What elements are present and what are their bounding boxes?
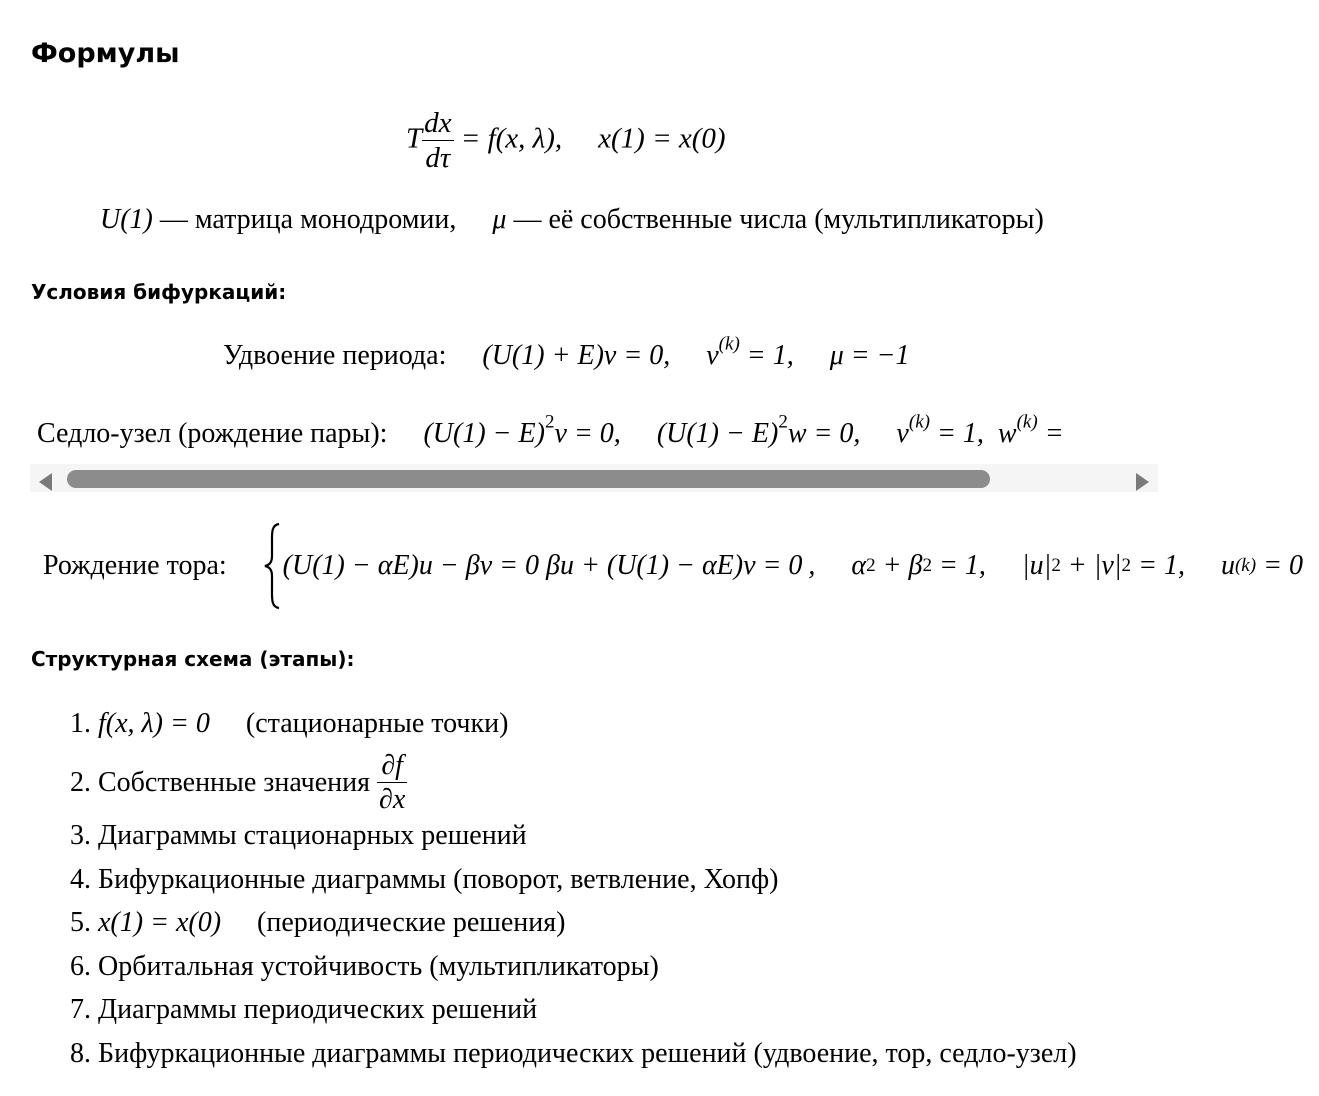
period-doubling-label: Удвоение периода: [223,340,447,371]
left-brace-icon [263,522,281,610]
step-1-math: f(x, λ) = 0 [98,708,210,739]
torus-label: Рождение тора: [43,550,227,581]
sn-p1: (U(1) − E) [423,418,545,449]
step-7: 7. Диаграммы периодических решений [70,994,538,1025]
torus-beta: + β [882,550,923,581]
scheme-heading: Структурная схема (этапы): [31,647,355,671]
step-3: 3. Диаграммы стационарных решений [70,820,527,851]
saddle-node-label: Седло-узел (рождение пары): [37,418,388,449]
sn-p3b: = 1, [936,418,984,449]
torus-eq-u: = 0 [1263,550,1303,581]
eq-main-rhs: = f(x, λ), [460,122,563,155]
step-2-number: 2. [70,766,91,798]
scroll-left-arrow-icon[interactable] [39,473,52,491]
sn-p2b: w = 0, [787,418,861,449]
scroll-right-arrow-icon[interactable] [1136,473,1149,491]
torus-row2: βu + (U(1) − αE)v = 0 [546,549,803,581]
monodromy-text2: — её собственные числа (мультипликаторы) [513,204,1044,235]
step-5-text: (периодические решения) [257,907,566,938]
sn-p1b: v = 0, [554,418,621,449]
eq-main-boundary: x(1) = x(0) [598,122,726,155]
fraction-numerator: dx [424,107,452,139]
torus-absv: + |v| [1067,550,1122,581]
monodromy-mu: μ [492,204,507,235]
step-8: 8. Бифуркационные диаграммы периодических решений (удвоение, тор, седло-узел) [70,1038,1077,1069]
sn-p2: (U(1) − E) [656,418,779,449]
step-2-text: Собственные значения [98,766,370,798]
step-5-math: x(1) = x(0) [98,907,222,938]
pd-k: (k) [718,333,740,355]
scrollbar-thumb[interactable] [67,470,990,488]
step-1-text: (стационарные точки) [245,708,509,739]
monodromy-definition [100,204,1044,236]
page-title: Формулы [31,38,180,69]
derivative-fraction [422,108,453,174]
torus-absu: |u| [1021,550,1052,581]
period-doubling-eq1: (U(1) + E)v = 0, [482,340,671,371]
period-doubling-eq3: μ = −1 [829,340,910,371]
sn-exp1: 2 [544,412,555,433]
main-equation [406,108,726,174]
sn-exp2: 2 [778,412,788,433]
step-5-number: 5. [70,907,91,938]
monodromy-text1: — матрица монодромии, [159,204,457,235]
torus-eq-ab: = 1, [939,550,986,581]
torus-uk: (k) [1234,555,1257,576]
partial-denominator: ∂x [379,784,406,816]
fraction-denominator: dτ [425,142,451,175]
torus-system [263,522,803,610]
period-doubling-eq2: = 1, [746,340,794,371]
torus-row1: (U(1) − αE)u − βv = 0 [282,549,540,581]
horizontal-scrollbar[interactable] [30,464,1158,492]
sn-wk: (k) [1016,412,1038,433]
step-2 [70,751,407,815]
monodromy-u1: U(1) [100,204,153,235]
saddle-node-equation [37,412,1064,450]
period-doubling-equation [223,333,910,372]
torus-eq-uv: = 1, [1138,550,1185,581]
step-1-number: 1. [70,708,91,739]
partial-numerator: ∂f [381,750,403,781]
torus-u: u [1220,550,1235,581]
step-1 [70,708,508,740]
conditions-heading: Условия бифуркаций: [31,280,287,304]
sn-w: w [997,418,1017,449]
step-5 [70,907,565,939]
step-6: 6. Орбитальная устойчивость (мультипликаторы) [70,951,659,982]
partial-derivative-fraction [377,751,407,815]
pd-v: v [706,340,719,371]
torus-alpha: α [851,550,867,581]
torus-comma: , [808,550,816,581]
saddle-node-scroll-container[interactable] [30,412,1158,492]
eq-main-T: T [406,122,423,155]
sn-p4b: = [1044,418,1064,449]
sn-v: v [896,418,909,449]
torus-equation: Рождение тора: (U(1) − αE)u − βv = 0 βu + (U(1) − αE)v = 0 , α 2 + β 2 = 1, |u| 2 + |v| 2 = 1, u (k) = 0 [43,522,1303,610]
sn-vk: (k) [908,412,930,433]
step-4: 4. Бифуркационные диаграммы (поворот, ветвление, Хопф) [70,864,779,895]
